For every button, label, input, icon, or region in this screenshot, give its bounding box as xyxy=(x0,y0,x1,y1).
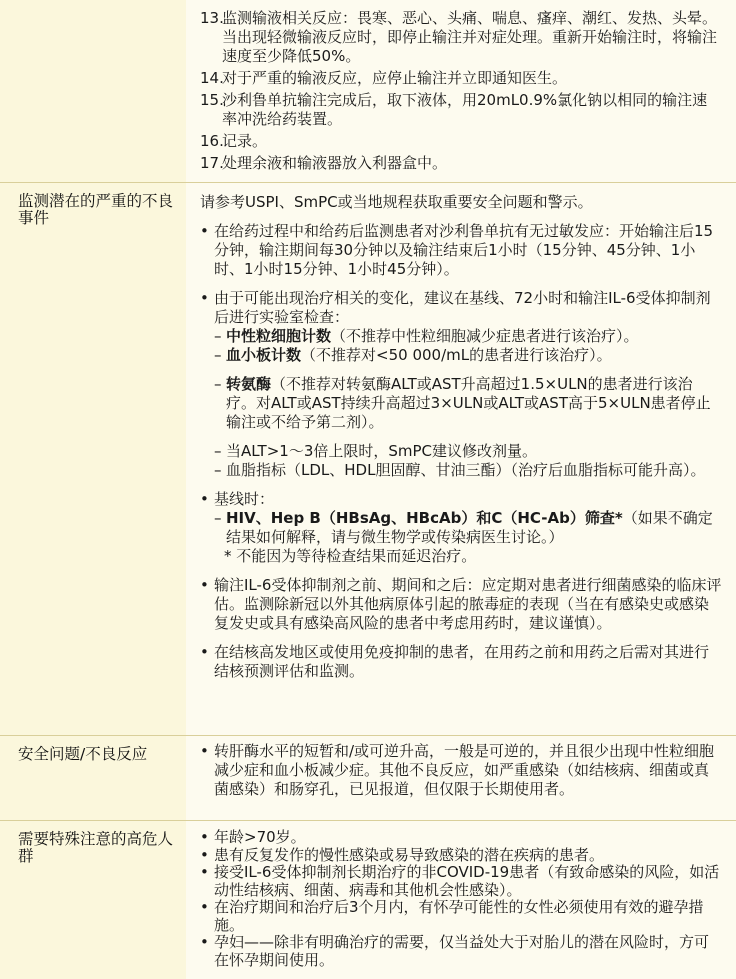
bullet-text: 输注IL-6受体抑制剂之前、期间和之后：应定期对患者进行细菌感染的临床评估。监测除新冠以外其他病原体引起的脓毒症的表现（当在有感染史或感染复发史或具有感染高风险的患者中考虑用药时，建议谨慎）。 xyxy=(214,576,722,632)
steps-label-cell xyxy=(0,0,186,182)
sub-item xyxy=(214,442,722,461)
bullet-item xyxy=(200,847,722,865)
monitoring-row xyxy=(0,183,736,736)
bullet-item xyxy=(200,289,722,480)
bullet-text: 在治疗期间和治疗后3个月内，有怀孕可能性的女性必须使用有效的避孕措施。 xyxy=(214,898,704,934)
safety-content xyxy=(186,736,736,820)
safety-row xyxy=(0,736,736,821)
step-number: 17. xyxy=(200,154,224,172)
dash: – xyxy=(214,442,222,460)
sub-item-title: 血小板计数 xyxy=(226,346,302,364)
bullet-dot: • xyxy=(200,828,209,846)
bullet-text: 在结核高发地区或使用免疫抑制的患者，在用药之前和用药之后需对其进行结核预测评估和监测。 xyxy=(214,643,710,680)
step-item xyxy=(200,9,722,66)
step-item xyxy=(200,69,722,88)
bullet-item xyxy=(200,829,722,847)
step-number: 13. xyxy=(200,9,224,27)
step-item xyxy=(200,154,722,173)
bullet-dot: • xyxy=(200,643,209,661)
bullet-text: 基线时： xyxy=(214,490,275,508)
dash: – xyxy=(214,461,222,479)
bullet-dot: • xyxy=(200,576,209,594)
sub-item-title: HIV、Hep B（HBsAg、HBcAb）和C（HC-Ab）筛查* xyxy=(226,509,623,527)
monitoring-label: 监测潜在的严重的不良事件 xyxy=(0,183,186,735)
bullet-body xyxy=(214,289,722,480)
bullet-text: 由于可能出现治疗相关的变化，建议在基线、72小时和输注IL-6受体抑制剂后进行实验室检查： xyxy=(214,289,711,326)
step-number: 15. xyxy=(200,91,224,109)
bullet-text: 患有反复发作的慢性感染或易导致感染的潜在疾病的患者。 xyxy=(214,845,605,864)
safety-label: 安全问题/不良反应 xyxy=(0,736,186,820)
sub-item xyxy=(214,346,722,365)
bullet-item xyxy=(200,742,722,799)
bullet-text: 在给药过程中和给药后监测患者对沙利鲁单抗有无过敏发应：开始输注后15分钟，输注期间每30分钟以及输注结束后1小时（15分钟、45分钟、1小时、1小时15分钟、1小时45分钟）。 xyxy=(214,222,714,278)
monitoring-intro: 请参考USPI、SmPC或当地规程获取重要安全问题和警示。 xyxy=(200,193,593,211)
sub-item-title: 中性粒细胞计数 xyxy=(226,327,332,345)
dash: – xyxy=(214,375,222,393)
steps-list xyxy=(200,9,722,173)
dash: – xyxy=(214,346,222,364)
dash: – xyxy=(214,327,222,345)
bullet-dot: • xyxy=(200,289,209,307)
bullet-text: 接受IL-6受体抑制剂长期治疗的非COVID-19患者（有致命感染的风险，如活动性结核病、细菌、病毒和其他机会性感染）。 xyxy=(214,863,720,899)
step-text: 监测输液相关反应：畏寒、恶心、头痛、喘息、瘙痒、潮红、发热、头晕。当出现轻微输液反应时，即停止输注并对症处理。重新开始输注时，将输注速度至少降低50%。 xyxy=(222,9,718,65)
bullet-body xyxy=(214,490,722,566)
step-text: 处理余液和输液器放入利器盒中。 xyxy=(222,154,448,172)
sub-item xyxy=(214,461,722,480)
sub-item-text: （不推荐对转氨酶ALT或AST升高超过1.5×ULN的患者进行该治疗。对ALT或AST持续升高超过3×ULN或ALT或AST高于5×ULN患者停止输注或不给予第二剂）。 xyxy=(226,375,711,431)
step-item xyxy=(200,132,722,151)
monitoring-content xyxy=(186,183,736,735)
bullet-dot: • xyxy=(200,490,209,508)
sub-item-text: （不推荐中性粒细胞减少症患者进行该治疗）。 xyxy=(331,327,639,345)
sub-item-text: （如果不确定结果如何解释，请与微生物学或传染病医生讨论。） xyxy=(226,509,713,546)
bullet-item xyxy=(200,864,722,899)
bullet-text: 年龄>70岁。 xyxy=(214,828,306,846)
sub-item-title: 转氨酶 xyxy=(226,375,272,393)
risk-content xyxy=(186,821,736,979)
bullet-item xyxy=(200,222,722,279)
bullet-dot: • xyxy=(200,933,209,951)
risk-row xyxy=(0,821,736,979)
sub-item-text: 血脂指标（LDL、HDL胆固醇、甘油三酯）（治疗后血脂指标可能升高）。 xyxy=(226,461,706,479)
step-text: 记录。 xyxy=(222,132,268,150)
bullet-item xyxy=(200,490,722,566)
steps-content-cell xyxy=(186,0,736,182)
steps-row xyxy=(0,0,736,183)
footnote: * 不能因为等待检查结果而延迟治疗。 xyxy=(224,547,477,565)
risk-label: 需要特殊注意的高危人群 xyxy=(0,821,186,979)
dash: – xyxy=(214,509,222,527)
bullet-item xyxy=(200,643,722,681)
sub-item-text: （不推荐对<50 000/mL的患者进行该治疗）。 xyxy=(301,346,612,364)
bullet-item xyxy=(200,934,722,969)
sub-item-text: 当ALT>1～3倍上限时，SmPC建议修改剂量。 xyxy=(226,442,538,460)
bullet-dot: • xyxy=(200,742,209,760)
bullet-item xyxy=(200,576,722,633)
bullet-dot: • xyxy=(200,898,209,916)
bullet-text: 孕妇——除非有明确治疗的需要，仅当益处大于对胎儿的潜在风险时，方可在怀孕期间使用。 xyxy=(214,933,710,969)
sub-item xyxy=(214,327,722,346)
sub-item xyxy=(214,375,722,432)
bullet-dot: • xyxy=(200,222,209,240)
step-text: 沙利鲁单抗输注完成后，取下液体，用20mL0.9%氯化钠以相同的输注速率冲洗给药装置。 xyxy=(222,91,708,128)
step-item xyxy=(200,91,722,129)
step-number: 14. xyxy=(200,69,224,87)
sub-item xyxy=(214,509,722,547)
bullet-text: 转肝酶水平的短暂和/或可逆升高，一般是可逆的，并且很少出现中性粒细胞减少症和血小板减少症。其他不良反应，如严重感染（如结核病、细菌或真菌感染）和肠穿孔，已见报道，但仅限于长期使用者。 xyxy=(214,742,715,798)
bullet-dot: • xyxy=(200,845,209,864)
bullet-dot: • xyxy=(200,863,209,881)
bullet-item xyxy=(200,899,722,934)
step-text: 对于严重的输液反应，应停止输注并立即通知医生。 xyxy=(222,69,568,87)
step-number: 16. xyxy=(200,132,224,150)
